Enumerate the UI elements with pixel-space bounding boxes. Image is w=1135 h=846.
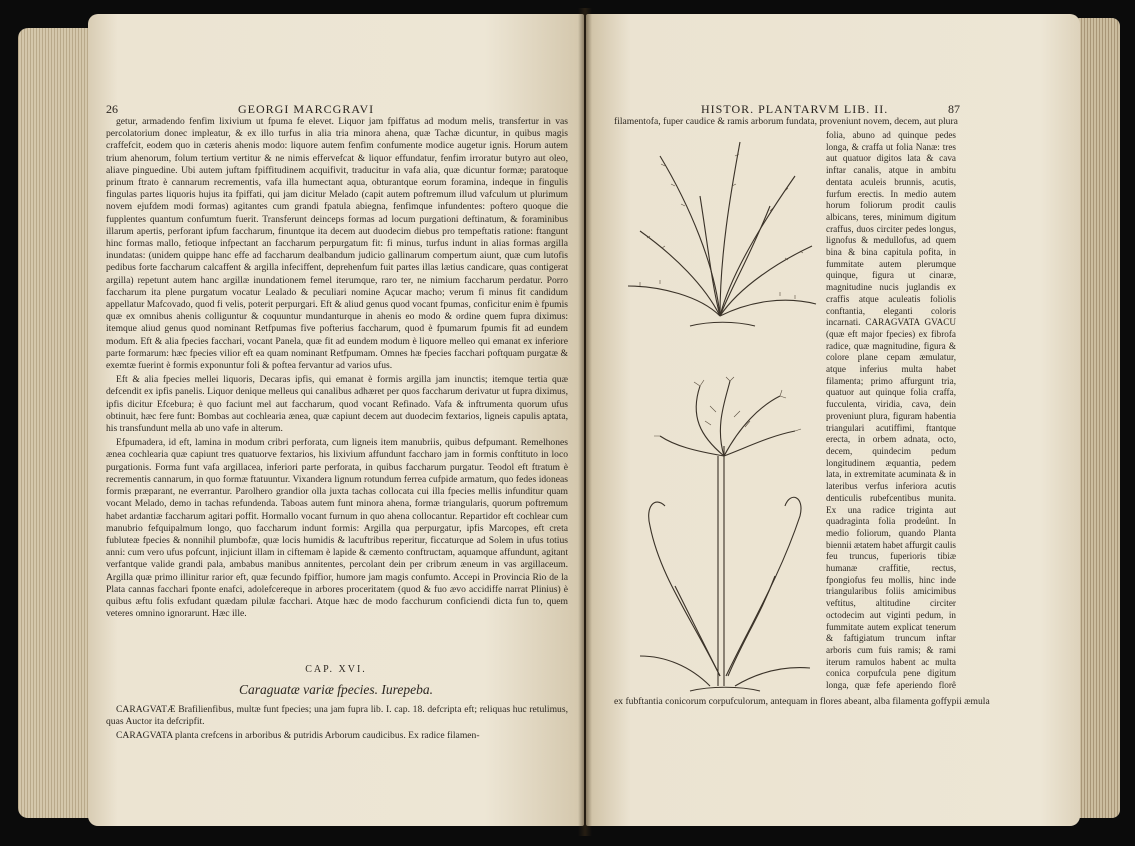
left-page xyxy=(88,14,584,826)
paragraph: Eft & alia fpecies mellei liquoris, Decaras ipfis, qui emanat è formis argilla jam inunctis; itemque tertia quæ defcendit ex ipfis panelis. Liquor denique melleus qui canalibus adhæret per quos faccharum derivatur ut fupra diximus, ipfis dicitur Efcebura; è quo faciunt mel aut faccharum, quod vocant Refinado. Vafa & inftrumenta quorum ufus obtinuit, hæc fere funt: Bombas aut cochlearia ænea, quæ capiunt decem aut duodecim fextarios, ligneis capulis aptata, his transfundunt mella ab uno vafe in alterum. xyxy=(106,374,568,435)
caraguata-plant-illustration xyxy=(620,136,820,336)
paragraph: getur, armadendo fenfim lixivium ut fpuma fe elevet. Liquor jam fpiffatus ad modum melis, transfertur in vas percolatorium donec impleatur, & ex illo turfus in alia tria minora ahena, quæ Tachæ dicuntur, in quibus magis craffefcit, eodem quo in cæteris ahenis modo: liquore autem fenfim confumente modice augetur ignis. Horum autem trium ahenorum, folum tertium vertitur & ne nimis effervefcat & liquor effundatur, fenfim irroratur butyro aut oleo, aliave pinguedine. Ubi autem juftam fpiffitudinem acquifivit, traducitur in vafa alia, quæ dicuntur formæ; paratoque prinum ftrato è cannarum recrementis, vafa illa humectant aqua, obturantque eorum foramina, indeque in fingulis fingulas partes liquoris hujus ita fpiffati, qui jam dicitur Melado (capit autem poftremum illud vafculum ut plurimum novem ejufdem modi formas) agitantes cum grandi fpatula abiegna, fenfimque infundentes: poftero quoque die fupplentes quantum confumtum fuerit. Transferunt deinceps formas ad locum purgationi deftinatum, & foraminibus illarum apertis, perforant ipfum faccharum, finuntque ita decem aut duodecim diebus pro tempeftatis ratione: ftangunt hinc formas mallo, fetioque infpectant an faccharum perpurgatum fit: fi minus, turfus indunt in alias formas argilla inundatas: (unidem quippe hanc effe ad faccharum dealbandum judicio gallinarum compertum aiunt, quæ cum lutofis pedibus forte faccharum calcaffent & argilla infeciffent, deprehenfum fuit partes illas lætius candicare, quas contigerat argilla) repetunt autem hanc argillæ inundationem femel iterumque, raro ter, ne nimium faccharum perdatur. Porro faccharum ita plene purgatum vocatur Lealado & peculiari nomine Açucar macho; verum fi minus fit candidum appellatur Mafcovado, quod fi velis, poterit perpurgari. Eft & aliud genus quod vocant fpumas, conficitur enim è fpumis quæ ex omnibus ahenis colliguntur & coquuntur mundanturque in ahenis eo modo & ordine quem fupra diximus: itemque aliud genus quod nominant Retfpumas five pofterius faccharum, quod è fpumarum fpumis fit ad eundem modum. Eft & alia fpecies facchari, vocant Panela, quæ fit ad eundem modum è liquore melleo qui emanat ex inferiore parte formarum: hæc fpecies vilior eft ea quam nominant Retfpumam. Omnes hæ fpecies facchari poftquam purgatæ & exemtæ fuerint è formis exponuntur foli & poftea fervantur ad varios ufus. xyxy=(106,116,568,372)
side-column-text: folia, abuno ad quinque pedes longa, & craffa ut folia Nanæ: tres aut quatuor digitos lata & cava inftar canalis, atque in ambitu dentata aculeis brunnis, acutis, furfum erectis. In medio autem horum foliorum prodit caulis albicans, teres, minimum digitum craffus, duos circiter pedes longus, lignofus & medullofus, ad quem bina & bina capitula pofita, in fummitate autem plerumque quinque, figura ut cinaræ, magnitudine nucis juglandis ex craffis atque aculeatis foliolis conftantia, eleganti coloris incarnati. CARAGVATA GVACU (quæ eft major fpecies) ex fibrofa radice, quæ magnitudine, figura & colore plane cepam æmulatur, atque inferius multa habet filamenta; primo affurgunt tria, quatuor aut quinque folia craffa, fucculenta, viridia, cava, dein proveniunt plura, figuram habentia triangulari acutiffimi, ftantque erecta, in orbem adnata, octo, decem, quindecim pedum longitudinem æquantia, pedem lata, in extremitate acuminata & in lateribus verfus inferiora acutis denticulis rubefcentibus munita. Ex una radice triginta aut quadraginta folia prodeûnt. In medio foliorum, quando Planta biennii ætatem habet affurgit caulis feu truncus, fuperioris tibiæ humanæ craffitie, rectus, fpongiofus feu mollis, hinc inde triangularibus foliis amicimibus veftitus, altitudine circiter octodecim aut viginti pedum, in fummitate autem explicat tenerum & faftigiatum truncum inftar arboris cum fuis ramis; & rami iterum ramulos habent ac multa conica corpufcula pene digitum longa, quæ fefe aperiendo florê xyxy=(826,130,956,691)
right-page xyxy=(586,14,1080,826)
right-page-edges xyxy=(1078,18,1120,818)
paragraph: Efpumadera, id eft, lamina in modum cribri perforata, cum ligneis item manubriis, quibus defpumant. Remelhones ænea cochlearia quæ capiunt tres quatuorve fextarios, his lixivium affundunt faccharo jam in formis conftituto in loco purgationis. Forma funt vafa argillacea, inferiori parte perforata, in quibus faccharum purgatur. Teodol eft ftratum è recrementis cannarum, in quo formæ ftatuuntur. Vixandera lignum rotundum ferrea cufpide armatum, quo fedes idoneas formis præparant, ne everrantur. Parolhero grandior olla juxta tachas collocata cui illa fpecies mellis infunditur quam vocant Melado, demo in tachas refundenda. Taboas autem funt minora ahena, formæ triangularis, quorum poftremum habet ardantiæ faccharum agitari poffit. Hormallo vocant furnum in quo ahena collocantur. Repartidor eft cochlear cum manubrio fefquipalmum longo, quo faccharum indunt formis: Argilla qua perpurgatur, ipfis Marcopes, eft creta fubluteæ fpecies & nonnihil plumbofæ, quæ locis humidis & lacuftribus reperitur, ficcaturque ad Solem in ufus totius anni: cum vero ufus pofcunt, injiciunt illam in ciftemam è lapide & cæmento conftructam, aquamque affundunt, agitant verfantque valide grandi pala, ambabus manibus annitentes, percolant dein per cribrum æneum in vas argillaceum. Argilla quæ primo illinitur rarior eft, quæ fecundo fpiffior, humore jam magis confumto. Accepi in Provincia Rio de la Plata cannas facchari fponte enafci, adolefcereque in arbores proceritatem (quod & fuo ævo accidiffe narrat Plinius) è quibus æftu folis exfudant quædam pilulæ facchari. Atque hæc de modo facchurum conficiendi dicta fun to, quem veteres omnino ignorarunt. Hæc ille. xyxy=(106,437,568,620)
caraguata-guacu-illustration xyxy=(630,376,818,696)
running-head: GEORGI MARCGRAVI xyxy=(238,102,375,116)
book-gutter xyxy=(578,8,592,836)
bottom-line: ex fubftantia conicorum corpufculorum, antequam in flores abeant, alba filamenta goffypii æmula xyxy=(614,696,990,707)
page-number: 87 xyxy=(948,102,960,116)
paragraph: CARAGVATA planta crefcens in arboribus & putridis Arborum caudicibus. Ex radice filamen- xyxy=(116,730,480,742)
page-number: 26 xyxy=(106,102,118,116)
body-text xyxy=(106,116,568,648)
left-page-edges xyxy=(18,28,90,818)
chapter-title: Caraguatæ variæ fpecies. Iurepeba. xyxy=(238,682,434,697)
paragraph: CARAGVATÆ Brafilienfibus, multæ funt fpecies; una jam fupra lib. I. cap. 18. defcripta eft; reliquas huc retulimus, quas Auctor ita defcripfit. xyxy=(106,704,568,728)
open-book xyxy=(18,8,1120,836)
chapter-label: CAP. XVI. xyxy=(305,664,367,675)
chapter-text xyxy=(106,704,568,766)
running-head: HISTOR. PLANTARVM LIB. II. xyxy=(701,102,889,116)
top-line: filamentofa, fuper caudice & ramis arborum fundata, proveniunt novem, decem, aut plura xyxy=(614,116,958,127)
